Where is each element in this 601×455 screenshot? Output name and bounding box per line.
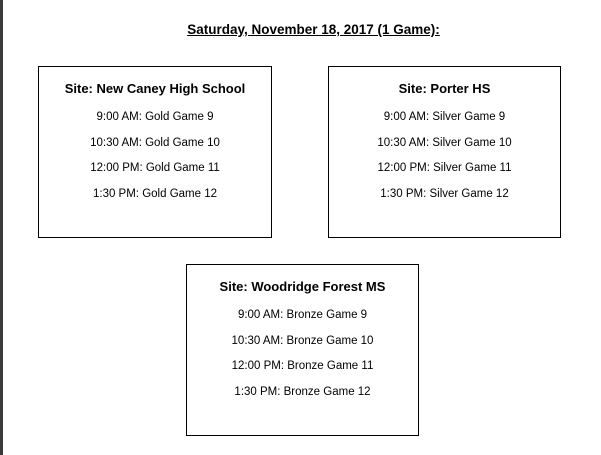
game-line: 1:30 PM: Bronze Game 12 bbox=[234, 385, 371, 398]
site-title: Site: Woodridge Forest MS bbox=[219, 279, 386, 294]
game-line: 12:00 PM: Gold Game 11 bbox=[90, 162, 220, 174]
site-title: Site: New Caney High School bbox=[64, 81, 246, 96]
game-line: 1:30 PM: Gold Game 12 bbox=[92, 187, 217, 200]
site-box-porter bbox=[328, 66, 561, 238]
game-line: 10:30 AM: Bronze Game 10 bbox=[231, 334, 374, 347]
game-line: 9:00 AM: Gold Game 9 bbox=[96, 111, 214, 123]
game-line: 10:30 AM: Gold Game 10 bbox=[90, 136, 220, 149]
game-line: 12:00 PM: Silver Game 11 bbox=[377, 162, 512, 174]
game-line: 9:00 AM: Bronze Game 9 bbox=[237, 309, 368, 321]
site-title: Site: Porter HS bbox=[398, 81, 491, 96]
game-line: 9:00 AM: Silver Game 9 bbox=[383, 111, 506, 123]
game-list bbox=[39, 109, 271, 211]
site-box-new-caney bbox=[38, 66, 272, 238]
game-line: 10:30 AM: Silver Game 10 bbox=[377, 136, 512, 149]
game-list bbox=[329, 109, 560, 211]
game-line: 12:00 PM: Bronze Game 11 bbox=[231, 360, 374, 372]
page-left-edge bbox=[0, 0, 3, 455]
site-box-woodridge-forest bbox=[186, 264, 419, 436]
page-title: Saturday, November 18, 2017 (1 Game): bbox=[187, 22, 440, 37]
game-line: 1:30 PM: Silver Game 12 bbox=[380, 187, 509, 200]
game-list bbox=[187, 307, 418, 409]
